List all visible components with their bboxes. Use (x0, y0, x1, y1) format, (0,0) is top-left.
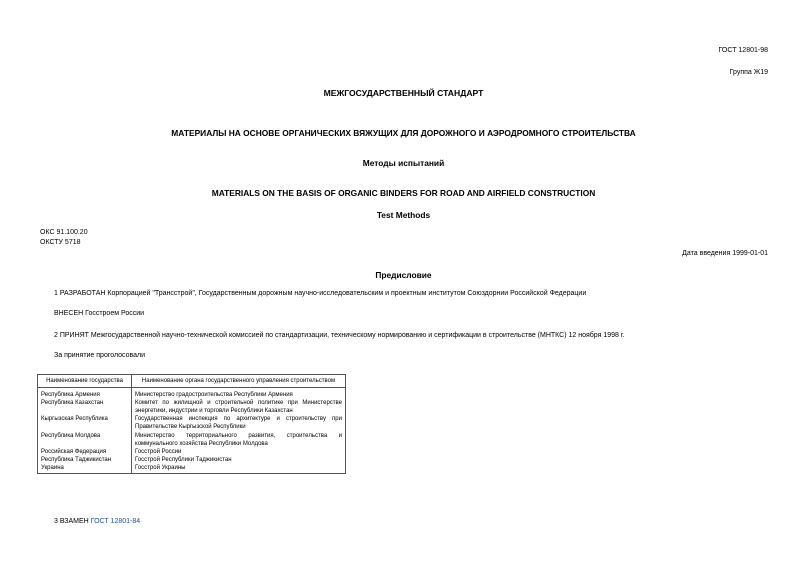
authority-cell: Министерство градостроительства Республики Армения (132, 388, 346, 400)
document-code: ГОСТ 12801-98 (718, 47, 768, 54)
state-cell: Республика Таджикистан (38, 456, 132, 464)
preface-item-3 (54, 518, 140, 525)
preface-voted-for: За принятие проголосовали (54, 352, 146, 359)
table-row (38, 464, 346, 474)
table-row (38, 415, 346, 431)
table-row (38, 448, 346, 456)
replaces-label: 3 ВЗАМЕН (54, 518, 91, 525)
title-russian: МАТЕРИАЛЫ НА ОСНОВЕ ОРГАНИЧЕСКИХ ВЯЖУЩИХ ДЛЯ ДОРОЖНОГО И АЭРОДРОМНОГО СТРОИТЕЛЬСТВА (171, 128, 636, 138)
authority-cell: Государственная инспекция по архитектуре и строительству при Правительстве Кыргызской Республики (132, 415, 346, 431)
table-row (38, 456, 346, 464)
document-group: Группа Ж19 (729, 69, 768, 76)
voting-states-table (37, 374, 346, 474)
state-cell: Российская Федерация (38, 448, 132, 456)
oks-code: ОКС 91.100.20 (40, 229, 88, 236)
table-header-row (38, 375, 346, 388)
table-row (38, 399, 346, 415)
preface-item-2: 2 ПРИНЯТ Межгосударственной научно-технической комиссией по стандартизации, техническому нормированию и сертификации в строительстве (МНТКС) 12 ноября 1998 г. (54, 332, 625, 339)
replaced-standard-link[interactable]: ГОСТ 12801-84 (90, 518, 141, 525)
authority-cell: Комитет по жилищной и строительной политике при Министерстве энергетики, индустрии и торговли Республики Казахстан (132, 399, 346, 415)
column-header-authority: Наименование органа государственного управления строительством (132, 375, 346, 388)
state-cell: Украина (38, 464, 132, 474)
state-cell: Республика Армения (38, 388, 132, 400)
authority-cell: Госстрой России (132, 448, 346, 456)
preface-item-1: 1 РАЗРАБОТАН Корпорацией "Трансстрой", Государственным дорожным научно-исследовательским и проектным институтом Союздорнии Российской Федерации (54, 290, 587, 297)
authority-cell: Министерство территориального развития, строительства и коммунального хозяйства Республики Молдова (132, 432, 346, 448)
introduction-date: Дата введения 1999-01-01 (682, 250, 768, 257)
okstu-code: ОКСТУ 5718 (40, 239, 81, 246)
table-row (38, 432, 346, 448)
standard-type-heading: МЕЖГОСУДАРСТВЕННЫЙ СТАНДАРТ (323, 88, 484, 98)
subtitle-russian: Методы испытаний (362, 158, 445, 168)
preface-heading: Предисловие (375, 270, 432, 280)
state-cell: Кыргызская Республика (38, 415, 132, 431)
preface-introduced-by: ВНЕСЕН Госстроем России (54, 310, 145, 317)
table-row (38, 388, 346, 400)
column-header-state: Наименование государства (38, 375, 132, 388)
authority-cell: Госстрой Республики Таджикистан (132, 456, 346, 464)
authority-cell: Госстрой Украины (132, 464, 346, 474)
state-cell: Республика Молдова (38, 432, 132, 448)
subtitle-english: Test Methods (376, 210, 431, 220)
title-english: MATERIALS ON THE BASIS OF ORGANIC BINDERS FOR ROAD AND AIRFIELD CONSTRUCTION (211, 188, 596, 198)
state-cell: Республика Казахстан (38, 399, 132, 415)
